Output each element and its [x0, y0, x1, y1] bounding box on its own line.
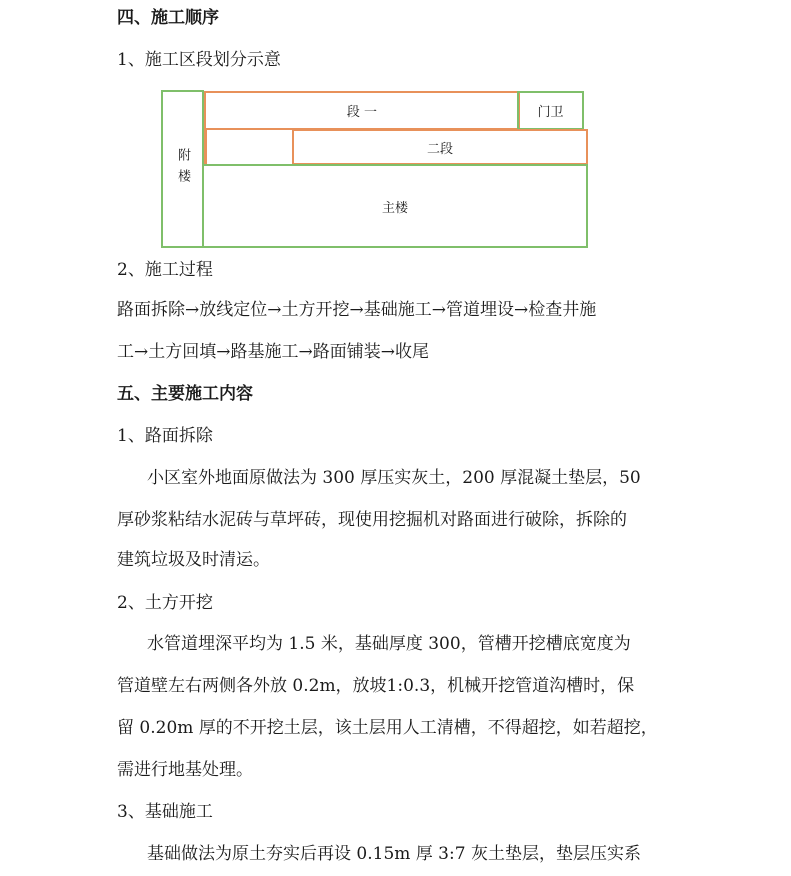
- subheading-process: 2、施工过程: [117, 260, 213, 280]
- diagram-zhulou: [202, 164, 588, 248]
- diagram-menwei: [517, 91, 584, 130]
- paragraph-1-line-1: 小区室外地面原做法为 300 厚压实灰土，200 厚混凝土垫层，50: [147, 468, 641, 488]
- process-line-2: 工→土方回填→路基施工→路面铺装→收尾: [117, 342, 429, 362]
- subheading-road-demolition: 1、路面拆除: [117, 426, 213, 446]
- diagram-duanyi-label: 段 一: [346, 105, 378, 120]
- paragraph-2-line-3: 留 0.20m 厚的不开挖土层，该土层用人工清槽，不得超挖，如若超挖，: [117, 718, 658, 738]
- paragraph-2-line-2: 管道壁左右两侧各外放 0.2m，放坡1:0.3，机械开挖管道沟槽时，保: [117, 676, 635, 696]
- subheading-foundation: 3、基础施工: [117, 802, 213, 822]
- paragraph-1-line-2: 厚砂浆粘结水泥砖与草坪砖，现使用挖掘机对路面进行破除，拆除的: [117, 510, 627, 530]
- diagram-orange-connector: [204, 129, 207, 166]
- diagram-fulou-label: 附楼: [175, 148, 190, 190]
- diagram-erduan: [292, 129, 588, 165]
- paragraph-3-line-1: 基础做法为原土夯实后再设 0.15m 厚 3:7 灰土垫层，垫层压实系: [147, 844, 641, 864]
- section-heading-construction-sequence: 四、施工顺序: [117, 8, 219, 28]
- subheading-earthwork: 2、土方开挖: [117, 593, 213, 613]
- diagram-menwei-label: 门卫: [537, 105, 564, 120]
- section-heading-main-content: 五、主要施工内容: [117, 384, 253, 404]
- diagram-zhulou-label: 主楼: [381, 200, 408, 216]
- subheading-zoning: 1、施工区段划分示意: [117, 50, 281, 70]
- diagram-fulou: [161, 90, 204, 248]
- diagram-duanyi: [204, 91, 520, 130]
- paragraph-2-line-1: 水管道埋深平均为 1.5 米，基础厚度 300，管槽开挖槽底宽度为: [147, 634, 631, 654]
- process-line-1: 路面拆除→放线定位→土方开挖→基础施工→管道埋设→检查井施: [117, 300, 597, 320]
- paragraph-2-line-4: 需进行地基处理。: [117, 760, 253, 780]
- paragraph-1-line-3: 建筑垃圾及时清运。: [117, 550, 270, 570]
- diagram-erduan-label: 二段: [426, 141, 453, 157]
